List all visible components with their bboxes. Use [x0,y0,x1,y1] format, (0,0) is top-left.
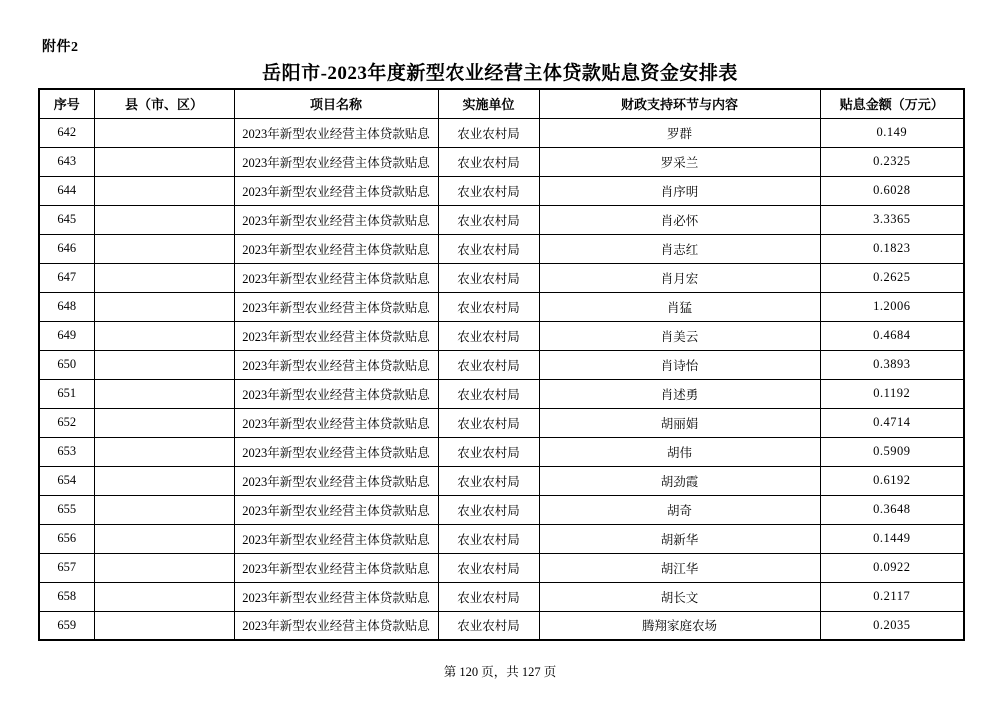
cell-unit: 农业农村局 [438,553,539,582]
cell-beneficiary: 胡丽娟 [539,408,820,437]
cell-unit: 农业农村局 [438,263,539,292]
cell-index: 647 [39,263,94,292]
cell-amount: 0.4714 [820,408,964,437]
cell-beneficiary: 胡伟 [539,437,820,466]
cell-beneficiary: 肖必怀 [539,205,820,234]
table-row [39,234,964,263]
cell-county [94,176,234,205]
cell-project: 2023年新型农业经营主体贷款贴息 [234,582,438,611]
cell-county [94,292,234,321]
cell-county [94,350,234,379]
header-amount: 贴息金额（万元） [820,89,964,118]
table-row [39,611,964,640]
cell-project: 2023年新型农业经营主体贷款贴息 [234,379,438,408]
cell-beneficiary: 肖志红 [539,234,820,263]
table-row [39,118,964,147]
cell-index: 658 [39,582,94,611]
cell-unit: 农业农村局 [438,611,539,640]
cell-amount: 1.2006 [820,292,964,321]
table-header [39,89,964,118]
cell-amount: 0.4684 [820,321,964,350]
cell-unit: 农业农村局 [438,205,539,234]
cell-county [94,466,234,495]
cell-index: 644 [39,176,94,205]
table-row [39,495,964,524]
cell-project: 2023年新型农业经营主体贷款贴息 [234,147,438,176]
header-unit: 实施单位 [438,89,539,118]
cell-project: 2023年新型农业经营主体贷款贴息 [234,553,438,582]
cell-project: 2023年新型农业经营主体贷款贴息 [234,118,438,147]
cell-amount: 0.2117 [820,582,964,611]
cell-index: 642 [39,118,94,147]
cell-county [94,437,234,466]
cell-amount: 0.1449 [820,524,964,553]
cell-county [94,553,234,582]
cell-amount: 0.2625 [820,263,964,292]
cell-county [94,321,234,350]
cell-unit: 农业农村局 [438,350,539,379]
table-row [39,582,964,611]
cell-amount: 0.0922 [820,553,964,582]
cell-beneficiary: 肖猛 [539,292,820,321]
table-row [39,553,964,582]
cell-beneficiary: 胡长文 [539,582,820,611]
cell-county [94,524,234,553]
header-row [39,89,964,118]
header-project: 项目名称 [234,89,438,118]
cell-county [94,495,234,524]
cell-unit: 农业农村局 [438,466,539,495]
cell-beneficiary: 肖诗怡 [539,350,820,379]
table-row [39,263,964,292]
cell-amount: 0.2035 [820,611,964,640]
cell-project: 2023年新型农业经营主体贷款贴息 [234,205,438,234]
cell-index: 654 [39,466,94,495]
cell-unit: 农业农村局 [438,321,539,350]
cell-county [94,582,234,611]
cell-beneficiary: 肖美云 [539,321,820,350]
cell-unit: 农业农村局 [438,292,539,321]
page-title: 岳阳市-2023年度新型农业经营主体贷款贴息资金安排表 [262,63,738,84]
cell-county [94,118,234,147]
cell-beneficiary: 胡劲霞 [539,466,820,495]
cell-amount: 0.6028 [820,176,964,205]
cell-project: 2023年新型农业经营主体贷款贴息 [234,350,438,379]
cell-index: 645 [39,205,94,234]
table-row [39,466,964,495]
cell-project: 2023年新型农业经营主体贷款贴息 [234,524,438,553]
cell-unit: 农业农村局 [438,118,539,147]
cell-unit: 农业农村局 [438,437,539,466]
cell-index: 643 [39,147,94,176]
cell-project: 2023年新型农业经营主体贷款贴息 [234,292,438,321]
attachment-label: 附件2 [42,40,79,55]
table-row [39,205,964,234]
cell-unit: 农业农村局 [438,379,539,408]
table-row [39,408,964,437]
cell-county [94,379,234,408]
cell-beneficiary: 肖月宏 [539,263,820,292]
cell-index: 659 [39,611,94,640]
cell-beneficiary: 罗群 [539,118,820,147]
cell-index: 655 [39,495,94,524]
cell-county [94,234,234,263]
header-county: 县（市、区） [94,89,234,118]
cell-project: 2023年新型农业经营主体贷款贴息 [234,466,438,495]
cell-index: 649 [39,321,94,350]
cell-beneficiary: 胡江华 [539,553,820,582]
table-row [39,176,964,205]
table-row [39,147,964,176]
cell-amount: 0.3648 [820,495,964,524]
cell-unit: 农业农村局 [438,176,539,205]
cell-project: 2023年新型农业经营主体贷款贴息 [234,437,438,466]
cell-index: 650 [39,350,94,379]
cell-index: 652 [39,408,94,437]
page-number: 第 120 页，共 127 页 [443,665,557,679]
table-row [39,292,964,321]
header-index: 序号 [39,89,94,118]
cell-beneficiary: 胡新华 [539,524,820,553]
cell-index: 653 [39,437,94,466]
table-row [39,350,964,379]
table-row [39,437,964,466]
cell-index: 657 [39,553,94,582]
table-body [39,118,964,640]
cell-beneficiary: 胡奇 [539,495,820,524]
subsidy-table [38,88,965,641]
cell-beneficiary: 腾翔家庭农场 [539,611,820,640]
cell-county [94,147,234,176]
cell-unit: 农业农村局 [438,408,539,437]
cell-project: 2023年新型农业经营主体贷款贴息 [234,321,438,350]
cell-project: 2023年新型农业经营主体贷款贴息 [234,263,438,292]
cell-beneficiary: 罗采兰 [539,147,820,176]
header-beneficiary: 财政支持环节与内容 [539,89,820,118]
cell-index: 646 [39,234,94,263]
cell-project: 2023年新型农业经营主体贷款贴息 [234,234,438,263]
cell-unit: 农业农村局 [438,582,539,611]
cell-project: 2023年新型农业经营主体贷款贴息 [234,408,438,437]
cell-amount: 0.1192 [820,379,964,408]
cell-amount: 0.5909 [820,437,964,466]
cell-amount: 0.2325 [820,147,964,176]
cell-project: 2023年新型农业经营主体贷款贴息 [234,611,438,640]
table-row [39,379,964,408]
cell-beneficiary: 肖序明 [539,176,820,205]
cell-county [94,611,234,640]
cell-unit: 农业农村局 [438,234,539,263]
cell-county [94,205,234,234]
cell-amount: 0.149 [820,118,964,147]
cell-unit: 农业农村局 [438,524,539,553]
cell-amount: 0.6192 [820,466,964,495]
cell-amount: 0.1823 [820,234,964,263]
cell-county [94,408,234,437]
cell-county [94,263,234,292]
table-row [39,524,964,553]
cell-amount: 0.3893 [820,350,964,379]
cell-index: 651 [39,379,94,408]
cell-unit: 农业农村局 [438,147,539,176]
cell-index: 656 [39,524,94,553]
table-row [39,321,964,350]
cell-index: 648 [39,292,94,321]
cell-project: 2023年新型农业经营主体贷款贴息 [234,176,438,205]
cell-unit: 农业农村局 [438,495,539,524]
cell-beneficiary: 肖述勇 [539,379,820,408]
cell-project: 2023年新型农业经营主体贷款贴息 [234,495,438,524]
cell-amount: 3.3365 [820,205,964,234]
